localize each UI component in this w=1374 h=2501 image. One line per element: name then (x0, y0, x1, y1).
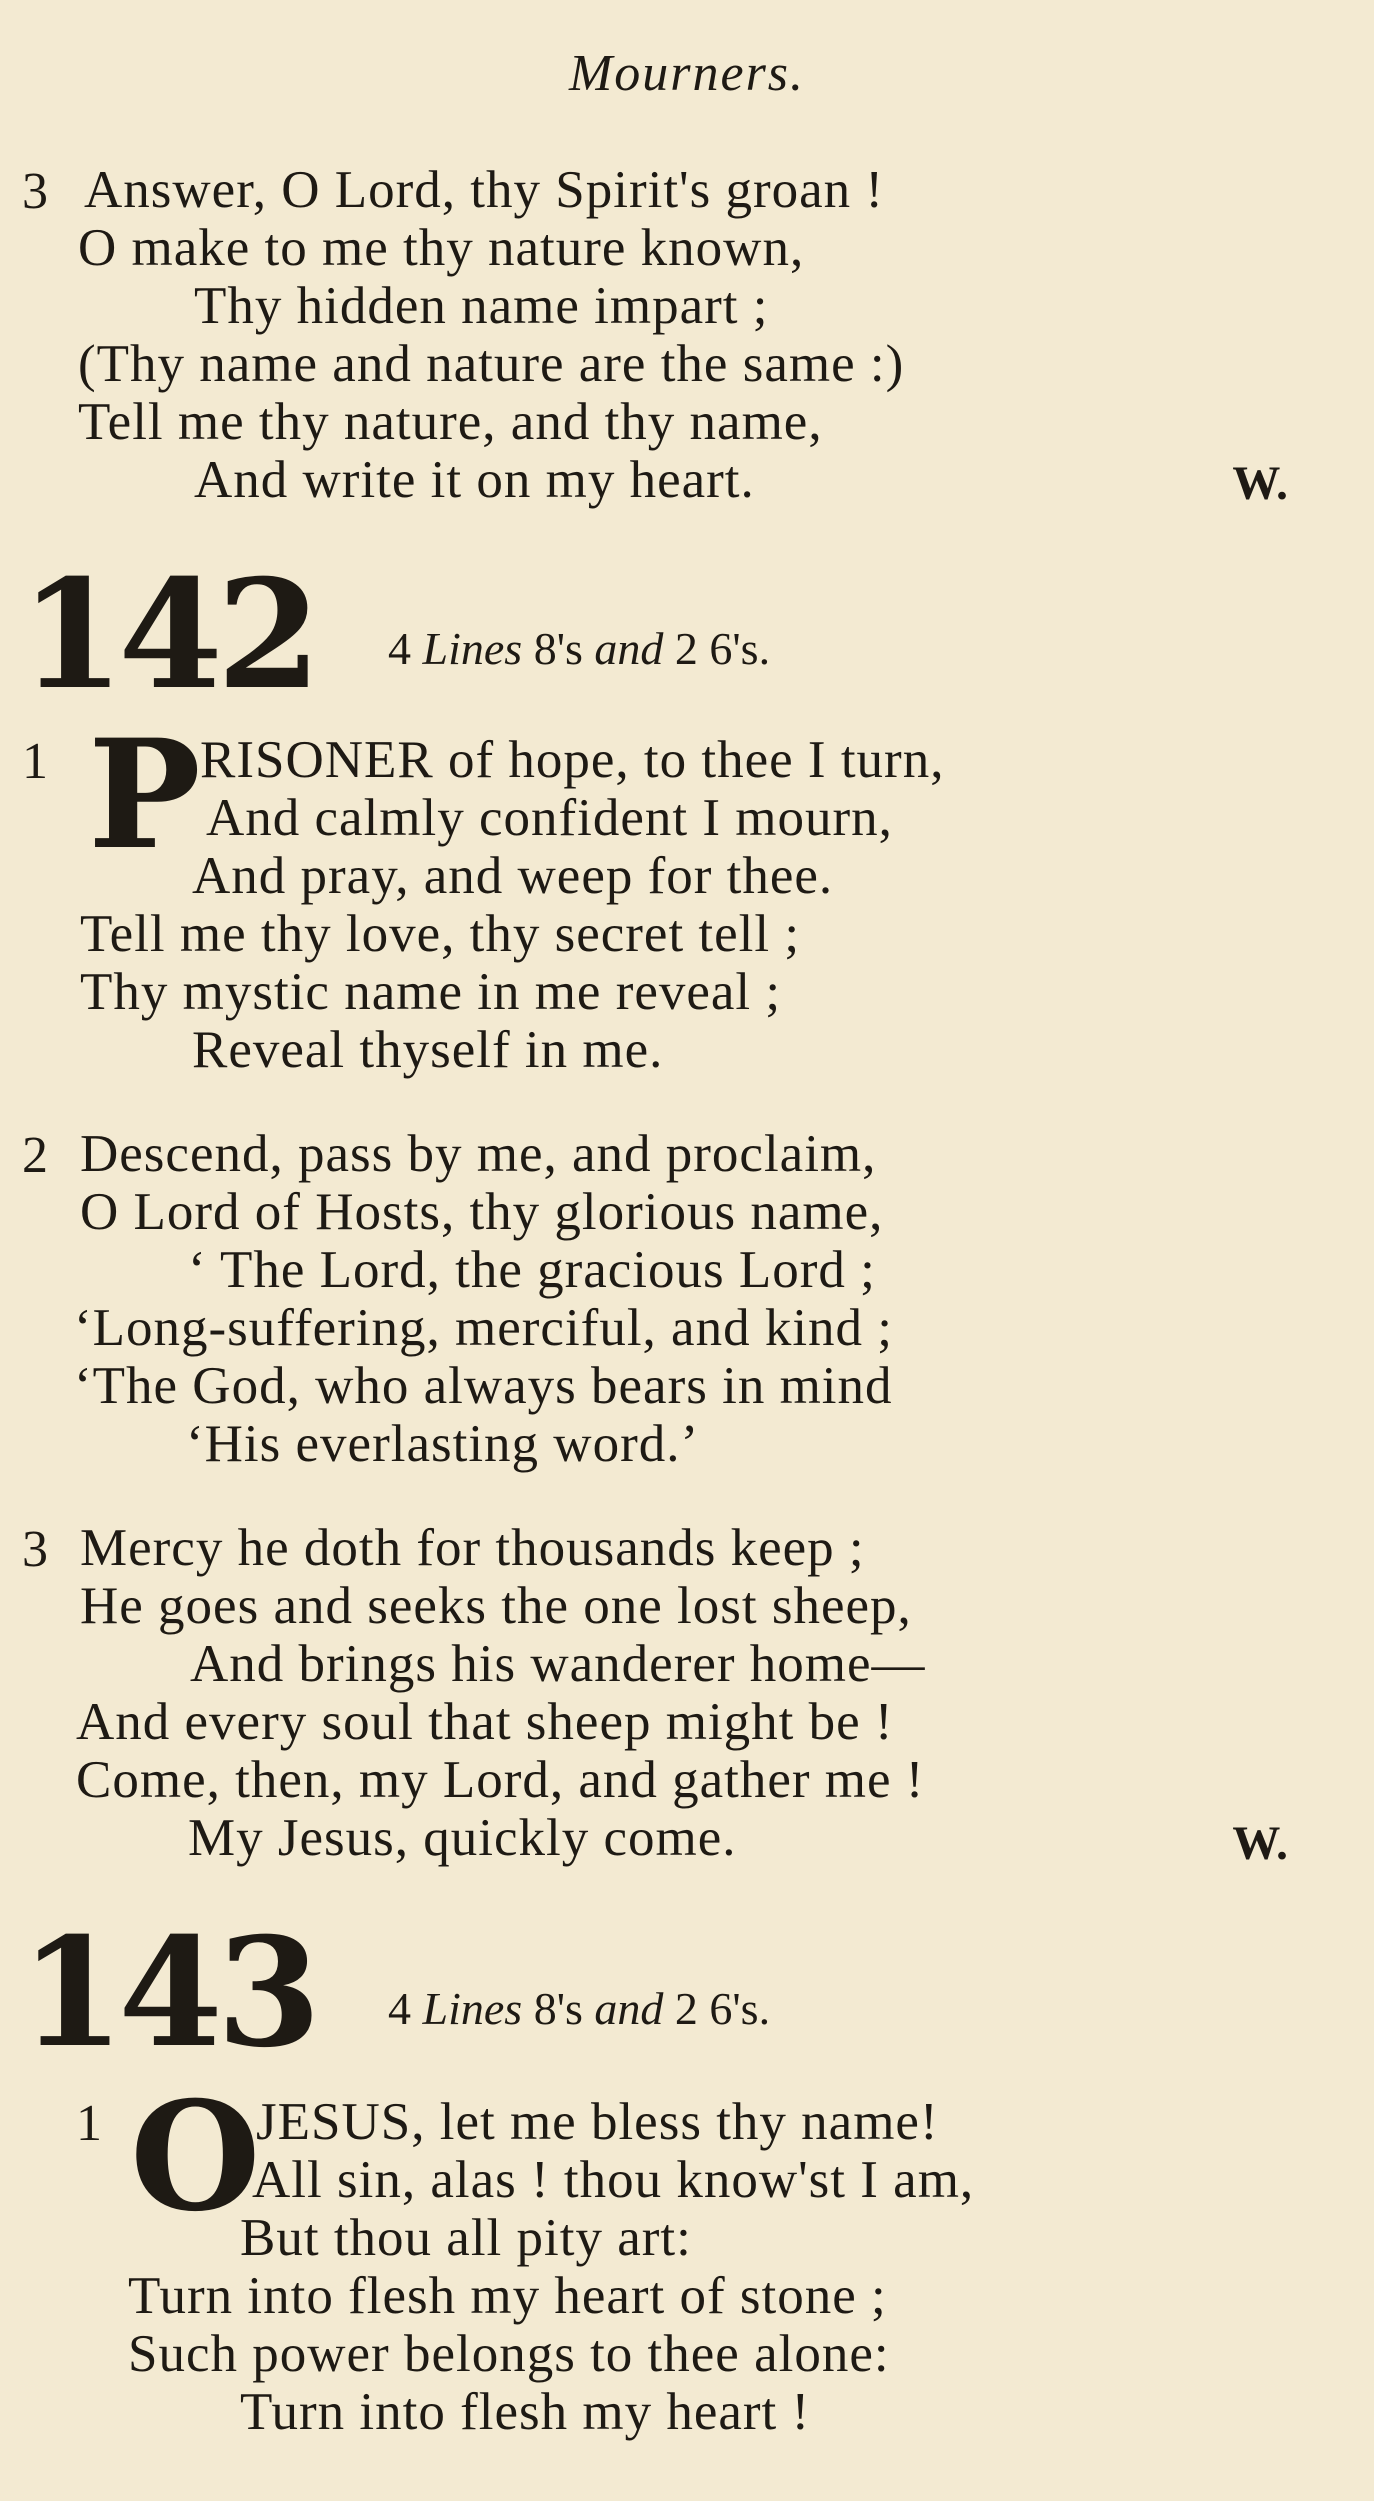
meter-lines-word: Lines (422, 623, 523, 674)
verse-line: O make to me thy nature known, (78, 219, 805, 277)
meter-a: 8's (533, 623, 583, 674)
verse-line: ‘The God, who always bears in mind (74, 1357, 893, 1415)
verse-line: Turn into flesh my heart ! (240, 2383, 811, 2441)
verse-line: Reveal thyself in me. (192, 1021, 664, 1079)
verse-line: ‘ The Lord, the gracious Lord ; (188, 1241, 876, 1299)
verse-line: But thou all pity art: (240, 2209, 692, 2267)
verse-line: My Jesus, quickly come. (188, 1809, 737, 1867)
verse-line: And write it on my heart. (194, 451, 755, 509)
verse-line: ‘His everlasting word.’ (186, 1415, 700, 1473)
verse-line: ‘Long-suffering, merciful, and kind ; (74, 1299, 894, 1357)
verse-line: RISONER of hope, to thee I turn, (200, 731, 945, 789)
verse-line: Tell me thy love, thy secret tell ; (80, 905, 801, 963)
meter-b: 2 6's. (674, 623, 771, 674)
verse-line: And every soul that sheep might be ! (76, 1693, 894, 1751)
page-header: Mourners. (568, 45, 806, 102)
verse-line: Descend, pass by me, and proclaim, (80, 1125, 877, 1183)
meter-and: and (594, 623, 664, 674)
verse-line: And calmly confident I mourn, (206, 789, 893, 847)
verse-number: 3 (22, 163, 48, 220)
hymn-number: 143 (20, 1905, 316, 2081)
meter-and: and (594, 1983, 664, 2034)
hymn-meter (388, 622, 770, 675)
drop-cap: O (130, 2069, 261, 2245)
verse-number: 3 (22, 1521, 48, 1578)
drop-cap: P (88, 707, 201, 883)
verse-line: Mercy he doth for thousands keep ; (80, 1519, 865, 1577)
verse-line: And brings his wanderer home— (190, 1635, 926, 1693)
verse-line: JESUS, let me bless thy name! (256, 2093, 939, 2151)
verse-line: Come, then, my Lord, and gather me ! (76, 1751, 925, 1809)
meter-lines-count: 4 (388, 623, 411, 674)
verse-number: 1 (76, 2095, 102, 2152)
verse-line: All sin, alas ! thou know'st I am, (252, 2151, 975, 2209)
verse-line: Thy mystic name in me reveal ; (80, 963, 782, 1021)
hymn-meter (388, 1982, 770, 2035)
verse-number: 2 (22, 1127, 48, 1184)
verse-line: Tell me thy nature, and thy name, (78, 393, 823, 451)
verse-line: (Thy name and nature are the same :) (78, 335, 905, 393)
author-initial: W. (1232, 1817, 1288, 1870)
author-initial: W. (1232, 457, 1288, 510)
verse-line: O Lord of Hosts, thy glorious name, (80, 1183, 884, 1241)
verse-line: And pray, and weep for thee. (192, 847, 834, 905)
verse-line: Such power belongs to thee alone: (128, 2325, 890, 2383)
meter-b: 2 6's. (674, 1983, 771, 2034)
meter-lines-word: Lines (422, 1983, 523, 2034)
hymn-number: 142 (20, 547, 316, 723)
verse-line: Thy hidden name impart ; (194, 277, 769, 335)
verse-line: Answer, O Lord, thy Spirit's groan ! (84, 161, 885, 219)
verse-line: Turn into flesh my heart of stone ; (128, 2267, 887, 2325)
verse-number: 1 (22, 733, 48, 790)
meter-lines-count: 4 (388, 1983, 411, 2034)
verse-line: He goes and seeks the one lost sheep, (80, 1577, 912, 1635)
meter-a: 8's (533, 1983, 583, 2034)
